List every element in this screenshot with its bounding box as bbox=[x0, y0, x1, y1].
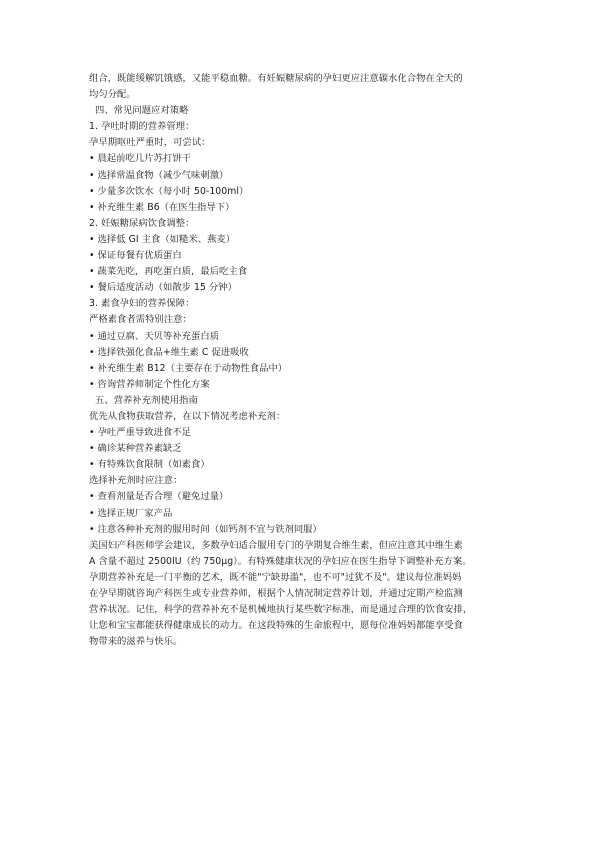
paragraph-line: 营养状况。记住，科学的营养补充不是机械地执行某些数字标准，而是通过合理的饮食安排， bbox=[89, 604, 473, 616]
paragraph-line: 孕期营养补充是一门平衡的艺术，既不能"宁缺毋滥"，也不可"过犹不及"。建议每位准妈妈 bbox=[89, 571, 462, 583]
bullet-item: • 选择常温食物（减少气味刺激） bbox=[89, 169, 229, 181]
bullet-item: • 补充维生素 B6（在医生指导下） bbox=[89, 201, 235, 213]
subsection-heading: 3. 素食孕妇的营养保障： bbox=[89, 298, 195, 310]
paragraph-line: 组合，既能缓解饥饿感，又能平稳血糖。有妊娠糖尿病的孕妇更应注意碳水化合物在全天的 bbox=[89, 73, 463, 84]
bullet-item: • 查看剂量是否合理（避免过量） bbox=[89, 491, 229, 503]
paragraph-line: 均匀分配。 bbox=[89, 89, 136, 101]
paragraph-line: 孕早期呕吐严重时，可尝试： bbox=[89, 137, 211, 149]
section-heading: 五、营养补充剂使用指南 bbox=[95, 394, 198, 406]
subsection-heading: 1. 孕吐时期的营养管理： bbox=[89, 121, 195, 133]
subsection-heading: 2. 妊娠糖尿病饮食调整： bbox=[89, 217, 195, 229]
bullet-item: • 孕吐严重导致进食不足 bbox=[89, 427, 192, 439]
paragraph-line: 让您和宝宝都能获得健康成长的动力。在这段特殊的生命旅程中，愿每位准妈妈都能享受食 bbox=[89, 620, 463, 632]
paragraph-line: 在孕早期就咨询产科医生或专业营养师，根据个人情况制定营养计划，并通过定期产检监测 bbox=[89, 588, 463, 599]
bullet-item: • 注意各种补充剂的服用时间（如钙剂不宜与铁剂同服） bbox=[89, 523, 322, 535]
bullet-item: • 咨询营养师制定个性化方案 bbox=[89, 378, 210, 390]
paragraph-line: 选择补充剂时应注意： bbox=[89, 475, 183, 487]
paragraph-line: 严格素食者需特别注意： bbox=[89, 314, 192, 326]
bullet-item: • 保证每餐有优质蛋白 bbox=[89, 250, 182, 262]
bullet-item: • 补充维生素 B12（主要存在于动物性食品中） bbox=[89, 362, 288, 374]
bullet-item: • 选择铁强化食品+维生素 C 促进吸收 bbox=[89, 346, 249, 358]
bullet-item: • 晨起前吃几片苏打饼干 bbox=[89, 153, 192, 165]
bullet-item: • 选择低 GI 主食（如糙米、燕麦） bbox=[89, 233, 236, 245]
bullet-item: • 蔬菜先吃，再吃蛋白质，最后吃主食 bbox=[89, 266, 248, 278]
section-heading: 四、常见问题应对策略 bbox=[95, 105, 189, 117]
paragraph-line: 美国妇产科医师学会建议，多数孕妇适合服用专门的孕期复合维生素，但应注意其中维生素 bbox=[89, 539, 463, 551]
bullet-item: • 选择正规厂家产品 bbox=[89, 507, 173, 519]
paragraph-line: A 含量不超过 2500IU（约 750μg）。有特殊健康状况的孕妇应在医生指导下调整补充方案。 bbox=[89, 555, 472, 567]
paragraph-line: 物带来的滋养与快乐。 bbox=[89, 636, 183, 648]
bullet-item: • 通过豆腐、天贝等补充蛋白质 bbox=[89, 330, 220, 342]
bullet-item: • 有特殊饮食限制（如素食） bbox=[89, 459, 210, 471]
bullet-item: • 少量多次饮水（每小时 50-100ml） bbox=[89, 185, 249, 197]
paragraph-line: 优先从食物获取营养，在以下情况考虑补充剂： bbox=[89, 410, 286, 422]
document-body bbox=[89, 71, 507, 650]
bullet-item: • 餐后适度活动（如散步 15 分钟） bbox=[89, 282, 237, 294]
bullet-item: • 确诊某种营养素缺乏 bbox=[89, 443, 182, 455]
